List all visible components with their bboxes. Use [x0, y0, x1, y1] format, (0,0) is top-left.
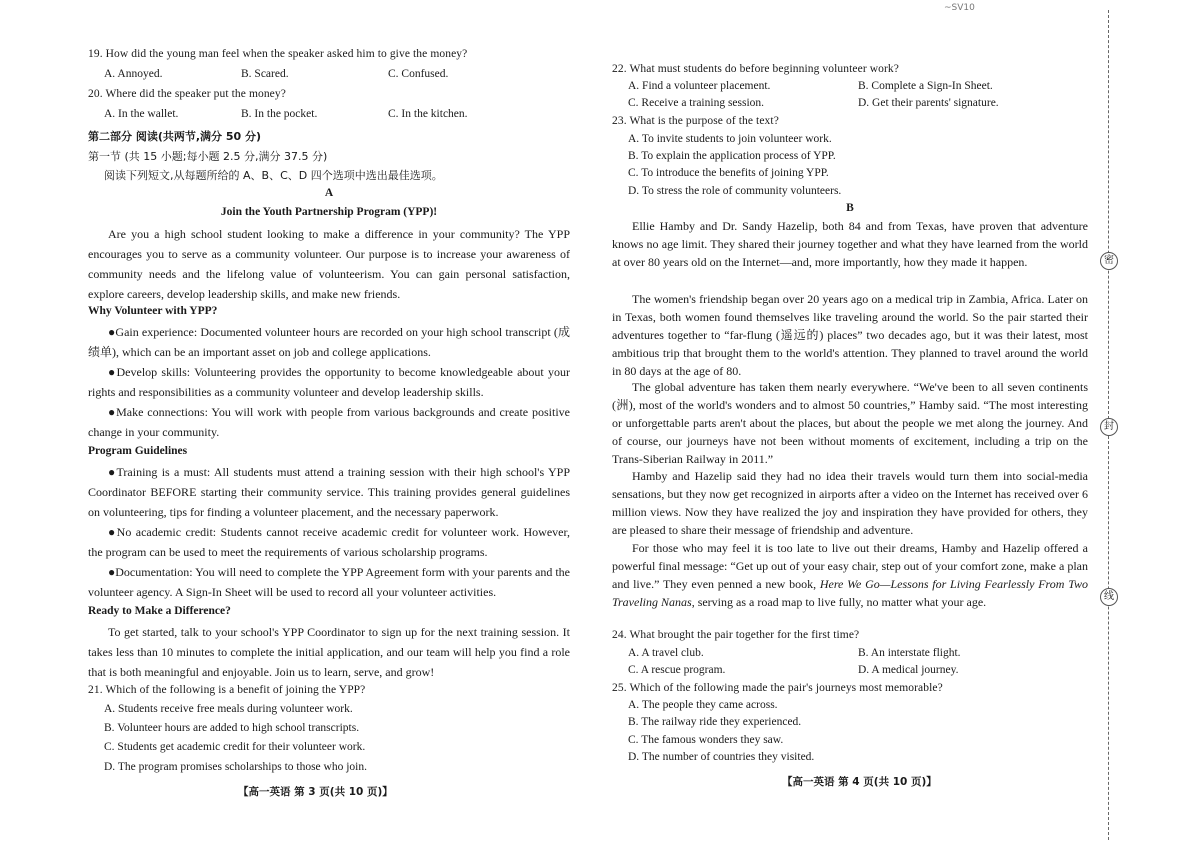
part-2-heading: 第二部分 阅读(共两节,满分 50 分): [88, 130, 262, 143]
ready-heading: Ready to Make a Difference?: [88, 605, 231, 617]
passage-b-paragraph-2: The women's friendship began over 20 years ago on a medical trip in Zambia, Africa. Later on in Texas, both women found themselves like traveling around the world. So the pair started their adventures together to “far-flung (遥远的) places” two decades ago, but it was their latest, most ambitious trip that brought them to the world's attention. They planned to travel around the world in 80 days at the age of 80.: [612, 292, 1088, 378]
training-bullet: ●Training is a must: All students must attend a training session with their high school's YPP Coordinator BEFORE starting their community service. This training provides general guidelines on volunteering, tips for finding a volunteer placement, and the necessary paperwork.: [88, 465, 570, 519]
q19-option-b: B. Scared.: [241, 68, 289, 80]
program-guidelines-heading: Program Guidelines: [88, 445, 188, 457]
paragraph-5-text: For those who may feel it is too late to live out their dreams, Hamby and Hazelip offered a powerful final message: “Get up out of your easy chair, step out of your comfort zone, make a plan and live.” They even penned a new book,: [612, 541, 1088, 591]
q24-option-a: A. A travel club.: [628, 647, 704, 659]
passage-b-paragraph-4: Hamby and Hazelip said they had no idea their travels would turn them into social-media sensations, but they now get recognized in airports after a video on the Internet has received over 6 million views. Now they have realized the joy and inspiration they have provided for others, they are pleased to share their message of friendship and adventure.: [612, 469, 1088, 537]
question-25: 25. Which of the following made the pair's journeys most memorable?: [612, 682, 943, 694]
ready-paragraph: To get started, talk to your school's YPP Coordinator to sign up for the next training session. It takes less than 10 minutes to complete the initial application, and our team will help you find a role that is both meaningful and enjoyable. Join us to learn, serve, and grow!: [88, 625, 570, 679]
question-22: 22. What must students do before beginning volunteer work?: [612, 63, 899, 75]
q25-option-c: C. The famous wonders they saw.: [628, 734, 784, 746]
documentation-bullet: ●Documentation: You will need to complete the YPP Agreement form with your parents and the volunteer agency. A Sign-In Sheet will be used to record all your volunteer activities.: [88, 565, 570, 599]
q25-option-b: B. The railway ride they experienced.: [628, 716, 802, 728]
q24-option-b: B. An interstate flight.: [858, 647, 961, 659]
q24-option-d: D. A medical journey.: [858, 664, 959, 676]
instruction-text: 阅读下列短文,从每题所给的 A、B、C、D 四个选项中选出最佳选项。: [104, 169, 443, 182]
q22-option-b: B. Complete a Sign-In Sheet.: [858, 80, 993, 92]
passage-a-title: Join the Youth Partnership Program (YPP)!: [220, 206, 438, 218]
question-19: 19. How did the young man feel when the speaker asked him to give the money?: [88, 48, 468, 60]
q21-option-d: D. The program promises scholarships to those who join.: [104, 761, 367, 773]
corner-mark: ~SV10: [944, 3, 975, 13]
q23-option-c: C. To introduce the benefits of joining YPP.: [628, 167, 829, 179]
q20-option-c: C. In the kitchen.: [388, 108, 468, 120]
page-3-footer: 【高一英语 第 3 页(共 10 页)】: [238, 786, 393, 798]
q23-option-b: B. To explain the application process of YPP.: [628, 150, 836, 162]
q25-option-d: D. The number of countries they visited.: [628, 751, 815, 763]
why-volunteer-heading: Why Volunteer with YPP?: [88, 305, 218, 317]
page-4-footer: 【高一英语 第 4 页(共 10 页)】: [782, 776, 937, 788]
q21-option-b: B. Volunteer hours are added to high school transcripts.: [104, 722, 360, 734]
passage-a-intro: Are you a high school student looking to make a difference in your community? The YPP encourages you to serve as a community volunteer. Our purpose is to increase your awareness of community needs and the lifelong value of volunteerism. You can gain personal satisfaction, explore careers, develop leadership skills, and make new friends.: [88, 227, 570, 301]
q25-option-a: A. The people they came across.: [628, 699, 778, 711]
q22-option-d: D. Get their parents' signature.: [858, 97, 999, 109]
passage-a-label: A: [324, 187, 334, 199]
q20-option-b: B. In the pocket.: [241, 108, 318, 120]
question-20: 20. Where did the speaker put the money?: [88, 88, 286, 100]
q19-option-c: C. Confused.: [388, 68, 449, 80]
q24-option-c: C. A rescue program.: [628, 664, 726, 676]
q22-option-a: A. Find a volunteer placement.: [628, 80, 771, 92]
question-21: 21. Which of the following is a benefit of joining the YPP?: [88, 684, 366, 696]
q22-option-c: C. Receive a training session.: [628, 97, 765, 109]
q23-option-a: A. To invite students to join volunteer work.: [628, 133, 832, 145]
seal-mark-feng: 封: [1100, 418, 1118, 436]
question-24: 24. What brought the pair together for the first time?: [612, 629, 860, 641]
passage-b-paragraph-5: [612, 539, 1088, 611]
q21-option-a: A. Students receive free meals during volunteer work.: [104, 703, 353, 715]
develop-skills-bullet: ●Develop skills: Volunteering provides the opportunity to become knowledgeable about your rights and responsibilities as a community volunteer and develop leadership skills.: [88, 365, 570, 399]
section-1-heading: 第一节 (共 15 小题;每小题 2.5 分,满分 37.5 分): [88, 150, 328, 163]
book-title: Here We Go—Lessons for Living Fearlessly From Two Traveling Nanas: [612, 577, 1088, 609]
seal-mark-mi: 密: [1100, 252, 1118, 270]
passage-b-paragraph-1: Ellie Hamby and Dr. Sandy Hazelip, both 84 and from Texas, have proven that adventure knows no age limit. They shared their journey together and what they have learned from the world at over 80 years old on the Internet—and, more importantly, how they made it happen.: [612, 219, 1088, 269]
q23-option-d: D. To stress the role of community volunteers.: [628, 185, 842, 197]
passage-b-label: B: [846, 202, 854, 214]
q20-option-a: A. In the wallet.: [104, 108, 179, 120]
passage-b-paragraph-3: The global adventure has taken them nearly everywhere. “We've been to all seven continents (洲), most of the world's wonders and to almost 50 countries,” Hamby said. “The most interesting or unforgettable parts aren't about the places, but about the people we met along the journey. And of course, our journeys have not been without moments of excitement, including a trip on the Trans-Siberian Railway in 2011.”: [612, 380, 1088, 466]
question-23: 23. What is the purpose of the text?: [612, 115, 779, 127]
make-connections-bullet: ●Make connections: You will work with people from various backgrounds and create positive change in your community.: [88, 405, 570, 439]
gain-experience-bullet: ●Gain experience: Documented volunteer hours are recorded on your high school transcript (成绩单), which can be an important asset on job and college applications.: [88, 325, 570, 359]
no-credit-bullet: ●No academic credit: Students cannot receive academic credit for volunteer work. However, the program can be used to meet the requirements of various scholarship programs.: [88, 525, 570, 559]
q21-option-c: C. Students get academic credit for their volunteer work.: [104, 741, 366, 753]
paragraph-5-end: , serving as a road map to live fully, no matter what your age.: [691, 595, 987, 609]
seal-mark-xian: 线: [1100, 588, 1118, 606]
q19-option-a: A. Annoyed.: [104, 68, 163, 80]
